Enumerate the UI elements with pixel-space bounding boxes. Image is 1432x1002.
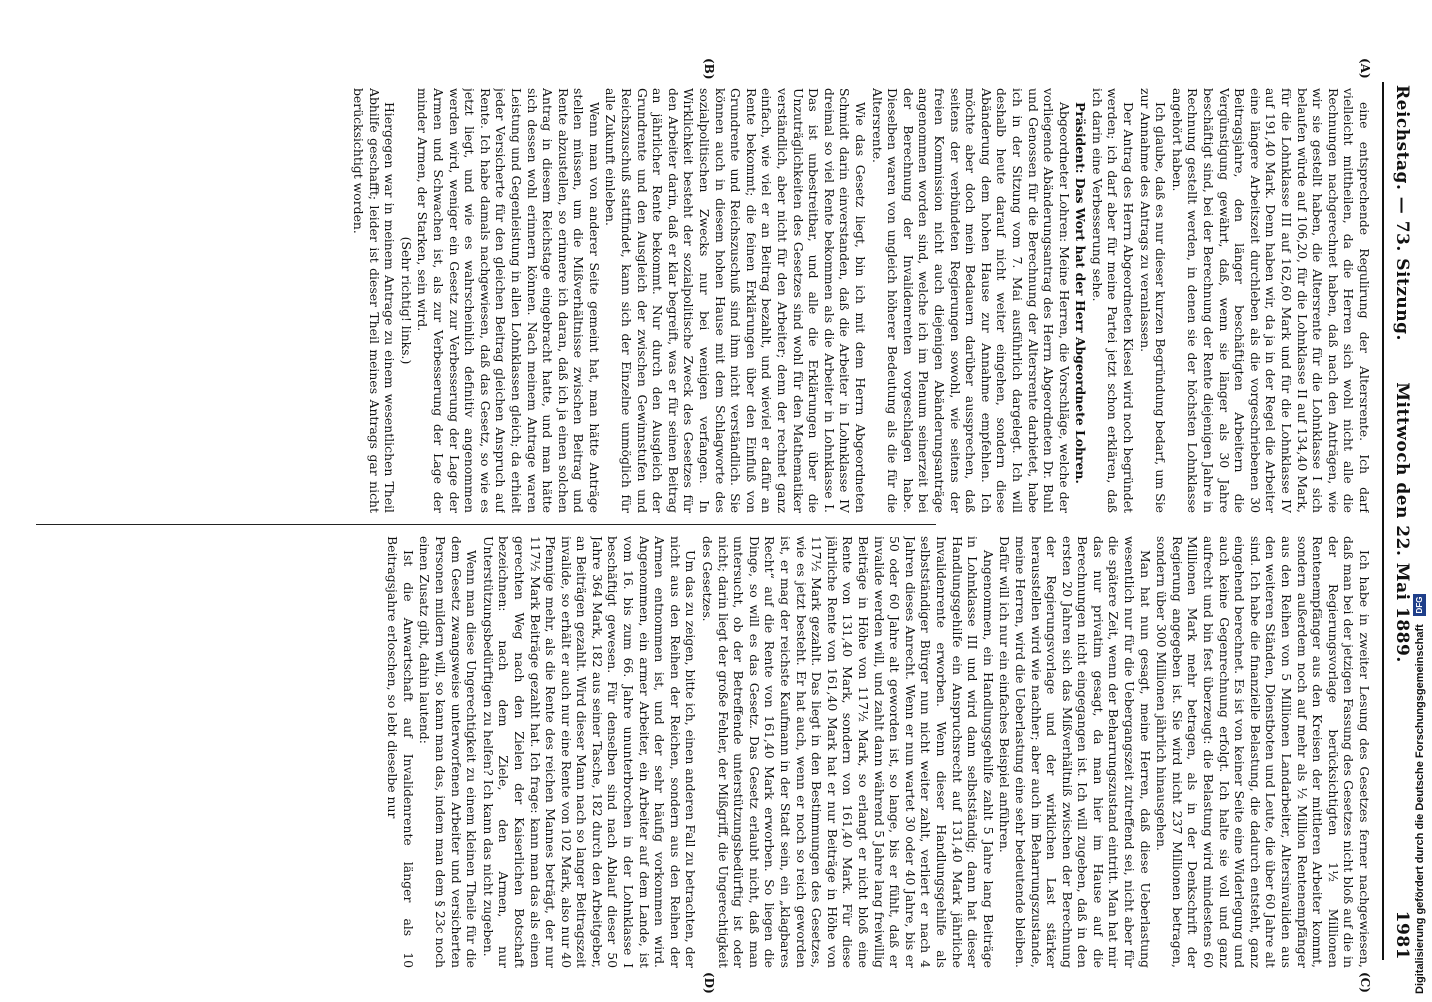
paragraph: Ich habe in zweiter Lesung des Gesetzes ferner nachgewiesen, daß man bei der jetzigen Fassung des Gesetzes nicht bloß auf die in der Regierungsvorlage berücksichtigten 1½ Millionen Rentenempfänger aus den Kreisen der mittleren Arbeiter kommt, sondern außerdem noch auf mehr als ½ Million Rentenempfänger aus den Reihen von 5 Millionen Landarbeiter, Altersinvaliden aus den weiteren Ständen, Dienstboten und Leute, die über 60 Jahre alt sind. Ich habe die finanzielle Belastung, die dadurch entsteht, ganz eingehend berechnet. Es ist von keiner Seite eine Widerlegung und auch keine Gegenrechnung erfolgt. Ich halte sie voll und ganz aufrecht und bin fest überzeugt: die Belastung wird mindestens 60 Millionen Mark mehr betragen, als in der Denkschrift der Regierung angegeben ist. Sie wird nicht 237 Millionen betragen, sondern über 300 Millionen jährlich hinausgehen. — [1154, 536, 1372, 968]
header-rule — [1382, 82, 1384, 960]
paragraph: Man hat nun gesagt, meine Herren, daß diese Ueberlastung wesentlich nur für die Uebergangszeit zutreffend sei, nicht aber für die spätere Zeit, wenn der Beharrungszustand eintritt. Man hat mir das nur privatim gesagt, da man hier im Hause auf die Berechnungen nicht eingegangen ist. Ich will zugeben, daß in den ersten 20 Jahren sich das Mißverhältniß zwischen der Berechnung der Regierungsvorlage und der wirklichen Last stärker herausstellen wird wie nachher; aber auch im Beharrungszustande, meine Herren, wird die Ueberlastung eine sehr bedeutende bleiben. Dafür will ich nur ein einfaches Beispiel anführen. — [997, 536, 1153, 968]
paragraph: eine entsprechende Regulirung der Altersrente. Ich darf vielleicht mittheilen, da die Herren sich wohl nicht alle die Rechnungen nachgerechnet haben, daß nach den Anträgen, wie wir sie gestellt haben, die Altersrente für die Lohnklasse I sich belaufen würde auf 106,20, für die Lohnklasse II auf 134,40 Mark, für die Lohnklasse III auf 162,60 Mark und für die Lohnklasse IV auf 191,40 Mark. Denn haben wir, da ja in der Regel die Arbeiter eine längere Arbeitszeit durchleben als die vorgeschriebenen 30 Beitragsjahre, den länger beschäftigten Arbeitern die Vergünstigung gewährt, daß, wenn sie länger als 30 Jahre beschäftigt sind, bei der Berechnung der Rente diejenigen Jahre in Rechnung gestellt werden, in denen sie der höchsten Lohnklasse angehört haben. — [1169, 88, 1372, 513]
credit-text: Digitalisierung gefördert durch die Deutsche Forschungsgemeinschaft — [1414, 624, 1426, 994]
paragraph: Hiergegen war in meinem Antrage zu einem wesentlichen Theil Abhilfe geschafft; leider ist dieser Theil meines Antrags gar nicht berücksichtigt worden. — [351, 88, 398, 513]
left-column — [72, 88, 1372, 513]
dfg-logo: DFG — [1413, 594, 1426, 616]
paragraph: Ich glaube, daß es nur dieser kurzen Begründung bedarf, um Sie zur Annahme des Antrags zu veranlassen. — [1137, 88, 1169, 513]
page-number: 1981 — [1392, 910, 1412, 960]
paragraph: Um das zu zeigen, bitte ich, einen anderen Fall zu betrachten, der nicht aus den Reihen der Reichen, sondern aus den Reihen der Armen entnommen ist, und der sehr häufig vorkommen wird. Angenommen, ein armer Arbeiter, ein Arbeiter auf dem Lande, ist vom 16. bis zum 66. Jahre ununterbrochen in der Lohnklasse I beschäftigt gewesen. Für denselben sind nach Ablauf dieser 50 Jahre 364 Mark, 182 aus seiner Tasche, 182 durch den Arbeitgeber, an Beiträgen gezahlt. Wird dieser Mann nach so langer Beitragszeit invalide, so erhält er auch nur eine Rente von 102 Mark, also nur 40 Pfennige mehr, als die Rente des reichen Mannes beträgt, der nur 117½ Mark Beiträge gezahlt hat. Ich frage: kann man das als einen gerechten Weg nach den Zielen der Kaiserlichen Botschaft bezeichnen: nach dem Ziele, den Armen, nur Unterstützungsbedürftigen zu helfen? Ich kann das nicht zugeben. — [480, 536, 699, 968]
paragraph: Der Antrag des Herrn Abgeordneten Kiesel wird noch begründet werden; ich darf aber für meine Partei jetzt schon erklären, daß ich darin eine Verbesserung sehe. — [1089, 88, 1137, 513]
paragraph: Angenommen, ein Handlungsgehilfe zahlt 5 Jahre lang Beiträge in Lohnklasse III und wird dann selbstständig; dann hat dieser Handlungsgehilfe ein Anspruchsrecht auf 131,40 Mark jährliche Invalidenrente erworben. Wenn dieser Handlungsgehilfe als selbstständiger Bürger nun nicht weiter zahlt, verliert er nach 4 Jahren dieses Anrecht. Wenn er nun wartet 30 oder 40 Jahre, bis er 50 oder 60 Jahre alt geworden ist, so lange, bis er fühlt, daß er invalide werden will, und zahlt dann während 5 Jahre lang freiwillig Beiträge in Höhe von 117½ Mark, so erlangt er nicht bloß eine Rente von 131,40 Mark, sondern von 161,40 Mark. Für diese jährliche Rente von 161,40 Mark hat er nur Beiträge in Höhe von 117½ Mark gezahlt. Das liegt in den Bestimmungen des Gesetzes, wie es jetzt besteht. Er hat auch, wenn er noch so reich geworden ist, er mag der reichste Kaufmann in der Stadt sein, ein „klagbares Recht“ auf die Rente von 161,40 Mark erworben. So liegen die Dinge, so will es das Gesetz. Das Gesetz erlaubt nicht, daß man untersucht, ob der Betreffende unterstützungsbedürftig ist oder nicht; darin liegt der große Fehler, der Mißgriff, die Ungerechtigkeit des Gesetzes. — [700, 536, 996, 968]
margin-mark-b: (B) — [702, 58, 716, 80]
page-header — [1388, 85, 1412, 960]
paragraph: Wenn man von anderer Seite gemeint hat, man hätte Anträge stellen müssen, um die Mißverhältnisse zwischen Beitrag und Rente abzustellen, so erinnere ich daran, daß ich ja einen solchen Antrag in diesem Reichstage eingebracht hatte, und man hätte sich dessen wohl erinnern können. Nach meinem Antrage waren Leistung und Gegenleistung in allen Lohnklassen gleich; da erhielt jeder Versicherte für den gleichen Beitrag gleichen Anspruch auf Rente. Ich habe damals nachgewiesen, daß das Gesetz, so wie es jetzt liegt, und wie es wahrscheinlich definitiv angenommen werden wird, weniger ein Gesetz zur Verbesserung der Lage der Armen und Schwachen ist, als zur Verbesserung der Lage der minder Armen, der Starken, sein wird. — [415, 88, 602, 513]
digitization-credit — [1412, 2, 1430, 1002]
header-session: Reichstag. — 73. Sitzung. — [1392, 85, 1412, 341]
margin-mark-a: (A) — [1358, 58, 1372, 79]
paragraph: Ist die Anwartschaft auf Invalidenrente länger als 10 Beitragsjahre erloschen, so lebt dieselbe nur — [385, 536, 416, 968]
margin-mark-d: (D) — [702, 972, 716, 994]
paragraph: Abgeordneter Lohren: Meine Herren, die Vorschläge, welche der vorliegende Abänderungsantrag des Herrn Abgeordneten Dr. Buhl und Genossen für die Berechnung der Altersrente darbietet, habe ich in der Sitzung vom 7. Mai ausführlich dargelegt. Ich will deshalb heute darauf nicht weiter eingehen, sondern diese Abänderung dem hohen Hause zur Annahme empfehlen. Ich möchte aber doch mein Bedauern darüber aussprechen, daß seitens der verbündeten Regierungen sowohl, wie seitens der freien Kommission nicht auch diejenigen Abänderungsanträge angenommen worden sind, welche ich im Plenum seinerzeit bei der Berechnung der Invalidenrenten vorgeschlagen habe. Dieselben waren von ungleich höherer Bedeutung als die für die Altersrente. — [869, 88, 1072, 513]
paragraph: Präsident: Das Wort hat der Herr Abgeordnete Lohren. — [1073, 102, 1089, 484]
paragraph: Wenn man diese Ungerechtigkeit zu einem kleinen Theile für die dem Gesetz zwangsweise unterworfenen Arbeiter und versicherten Personen mildern will, so kann man das, indem man dem § 23c noch einen Zusatz gibt, dahin lautend: — [417, 536, 480, 968]
right-column — [72, 536, 1372, 968]
margin-mark-c: (C) — [1358, 972, 1372, 993]
column-divider — [36, 524, 936, 525]
header-date: Mittwoch den 22. Mai 1889. — [1392, 382, 1412, 663]
paragraph: Wie das Gesetz liegt, bin ich mit dem Herrn Abgeordneten Schmidt darin einverstanden, daß die Arbeiter in Lohnklasse IV dreimal so viel Rente bekommen als die Arbeiter in Lohnklasse I. Das ist unbestreitbar, und alle die Erklärungen über die Unzuträglichkeiten des Gesetzes sind wohl für den Mathematiker verständlich, aber nicht für den Arbeiter; denn der rechnet ganz einfach, wie viel er an Beitrag bezahlt, und wieviel er dafür an Rente bekommt; die feinen Erklärungen über den Einfluß von Grundrente und Reichszuschuß sind ihm nicht verständlich. Sie können auch in diesem hohen Hause mit dem Schlagworte des sozialpolitischen Zwecks nur bei wenigen verfangen. In Wirklichkeit besteht der sozialpolitische Zweck des Gesetzes für den Arbeiter darin, daß er klar begreift, was er für seinen Beitrag an jährlicher Rente bekommt. Nur durch den Ausgleich der Grundrente und den Ausgleich der zwischen Gewinnstufen und Reichszuschuß stattfindet, kann sich der Einzelne unmöglich für alle Zukunft einleben. — [603, 88, 868, 513]
paragraph: (Sehr richtig! links.) — [398, 236, 414, 365]
